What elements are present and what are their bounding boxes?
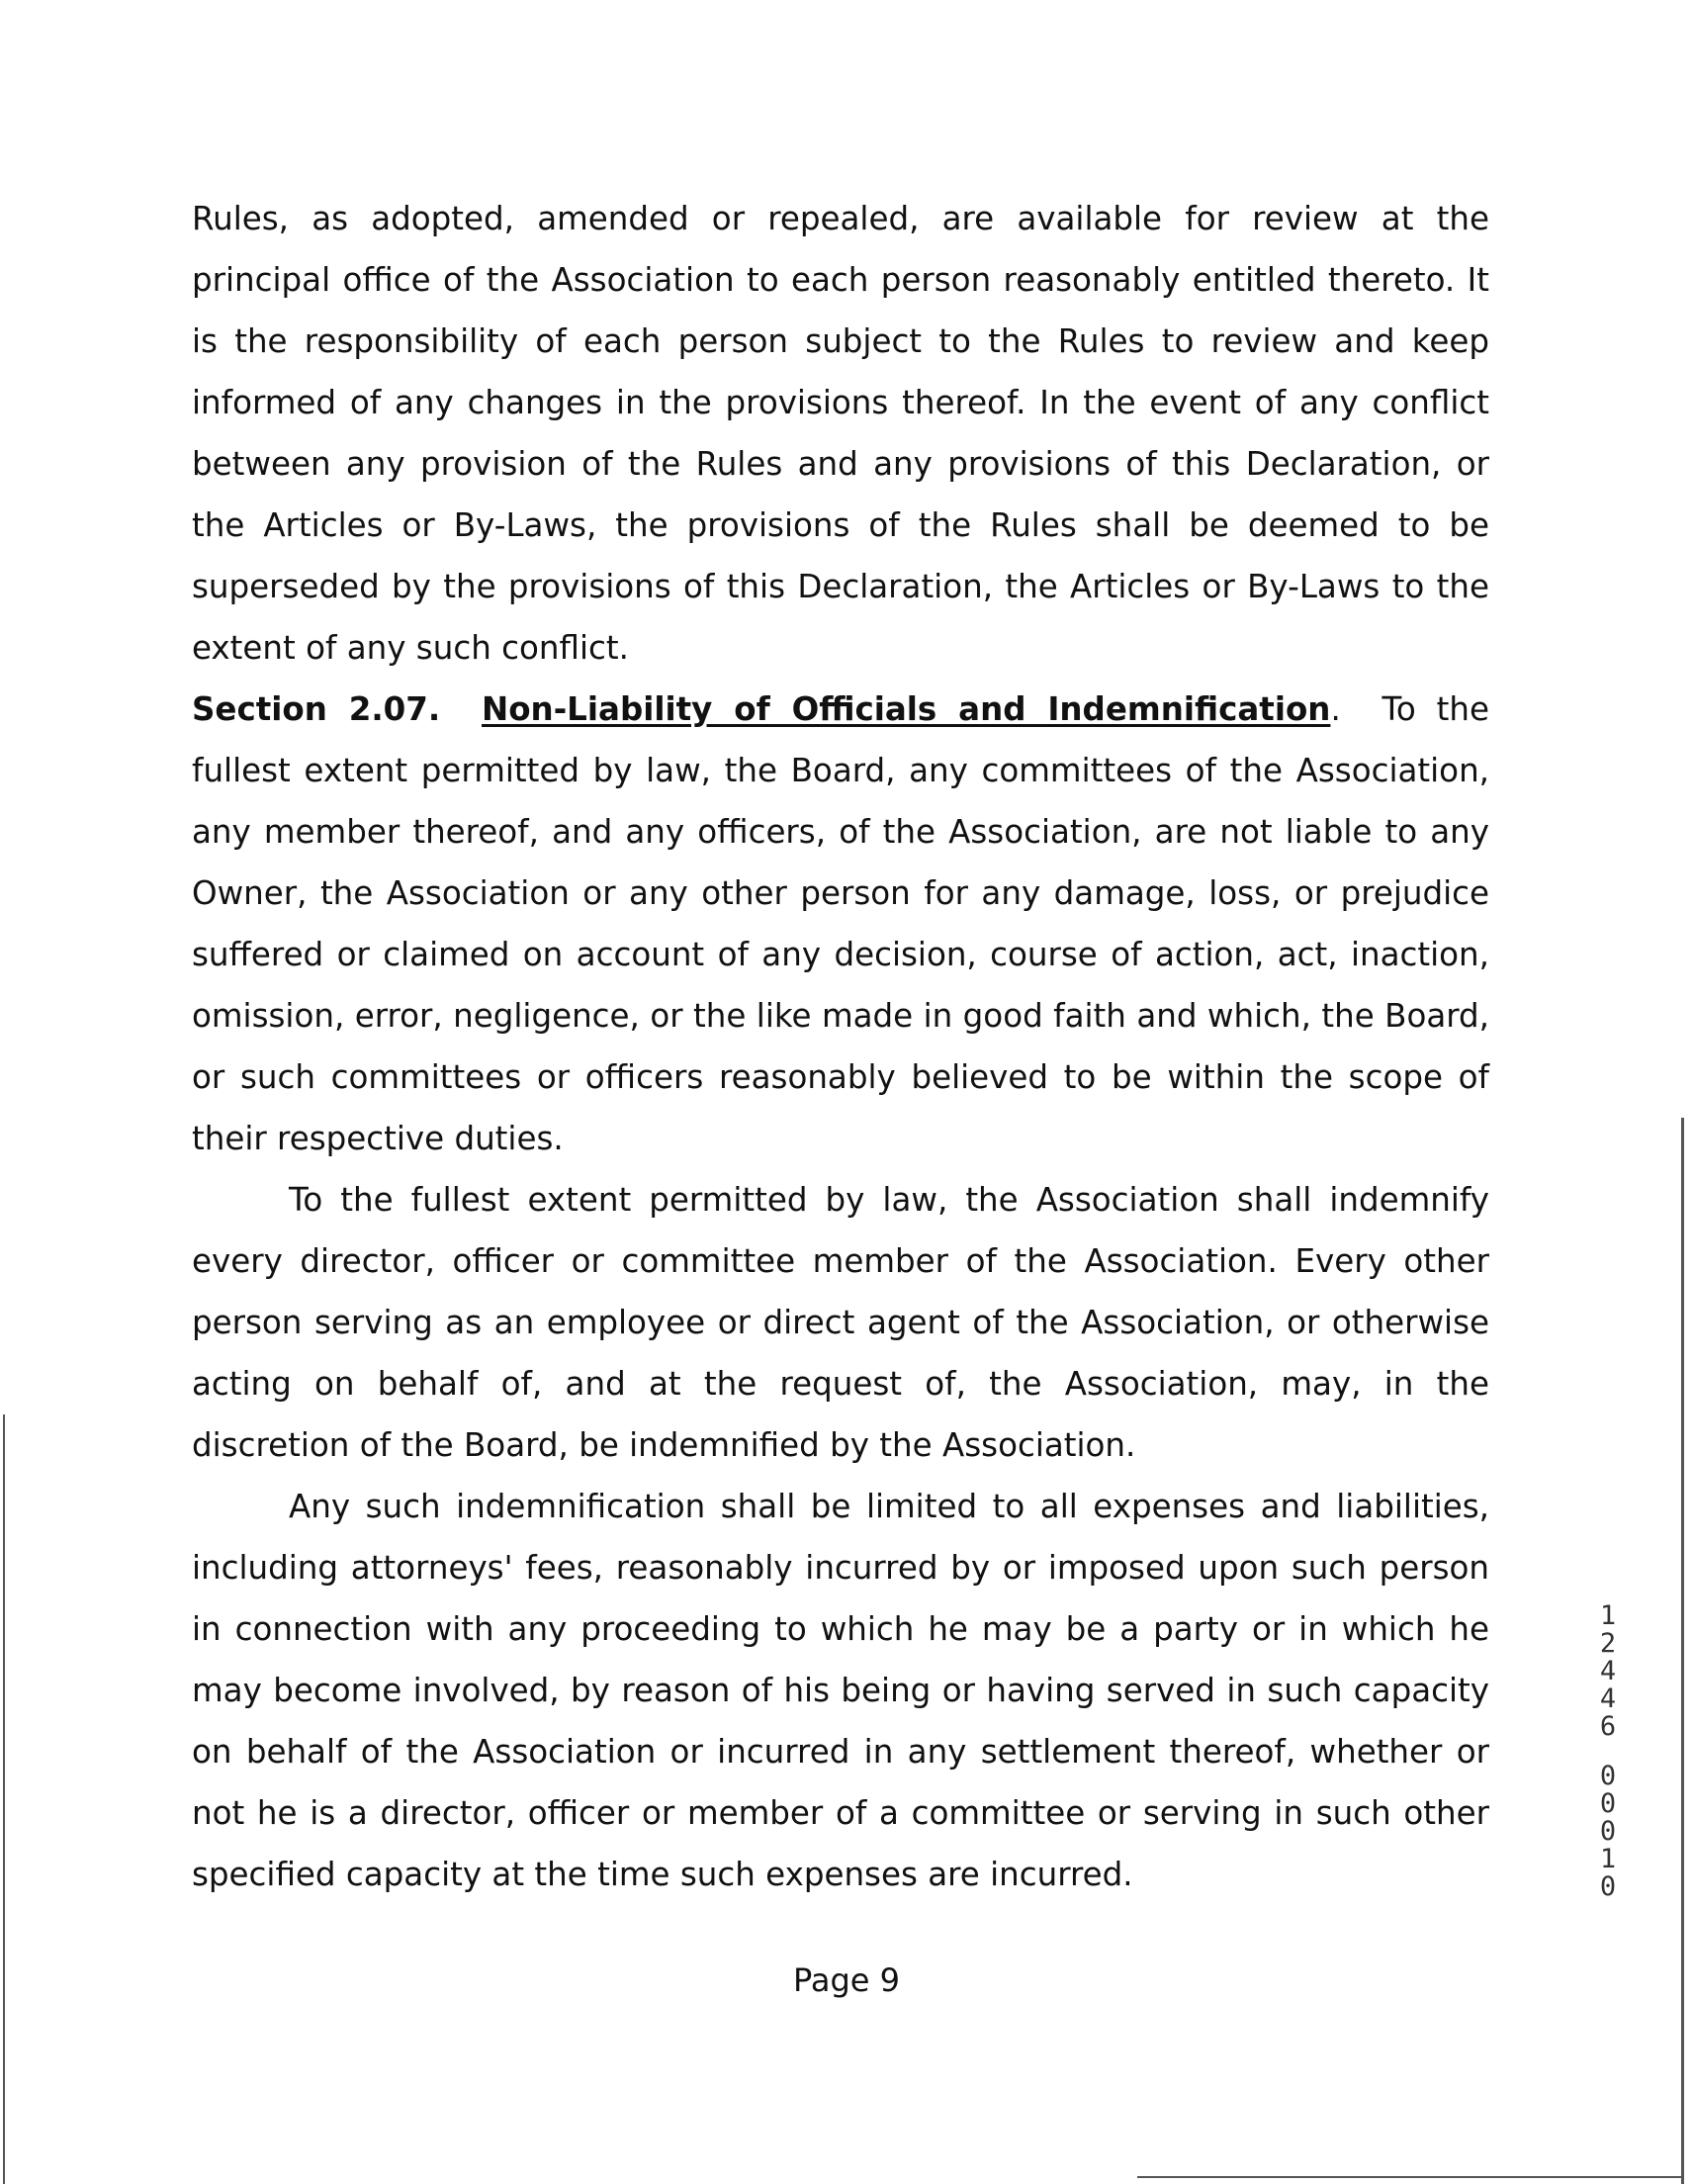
- recording-stamp: [1593, 1602, 1623, 1901]
- stamp-digit: 6: [1599, 1711, 1617, 1742]
- scan-edge-left: [3, 1414, 5, 2184]
- section-2-07-paragraph: [192, 679, 1489, 1169]
- scan-edge-bottom: [1137, 2176, 1683, 2178]
- stamp-digit: 4: [1599, 1656, 1617, 1686]
- stamp-digit: 0: [1599, 1788, 1617, 1819]
- section-title: Non-Liability of Officials and Indemnification: [482, 690, 1331, 728]
- stamp-digit: 4: [1599, 1684, 1617, 1714]
- section-number: Section 2.07.: [192, 690, 441, 728]
- scan-edge-right: [1681, 1118, 1684, 2184]
- page-number: Page 9: [793, 1961, 900, 1999]
- section-2-07-text: To the fullest extent permitted by law, the Board, any committees of the Association, any member thereof, and any officers, of the Association, are not liable to any Owner, the Association or any other person for any damage, loss, or prejudice suffered or claimed on account of any decision, course of action, act, inaction, omission, error, negligence, or the like made in good faith and which, the Board, or such committees or officers reasonably believed to be within the scope of their respective duties.: [192, 690, 1489, 1157]
- stamp-digit: 1: [1599, 1600, 1617, 1631]
- section-title-suffix: .: [1330, 690, 1341, 728]
- stamp-digit: 1: [1599, 1844, 1617, 1874]
- paragraph-indemnification-limits: Any such indemnification shall be limited to all expenses and liabilities, including attorneys' fees, reasonably incurred by or imposed upon such person in connection with any proceeding to which he may be a party or in which he may become involved, by reason of his being or having served in such capacity on behalf of the Association or incurred in any settlement thereof, whether or not he is a director, officer or member of a committee or serving in such other specified capacity at the time such expenses are incurred.: [192, 1488, 1489, 1893]
- document-body: [192, 188, 1489, 1905]
- paragraph-indemnify-directors: To the fullest extent permitted by law, the Association shall indemnify every director, officer or committee member of the Association. Every other person serving as an employee or direct agent of the Association, or otherwise acting on behalf of, and at the request of, the Association, may, in the discretion of the Board, be indemnified by the Association.: [192, 1181, 1489, 1464]
- stamp-digit: 0: [1599, 1816, 1617, 1847]
- stamp-gap: [1593, 1741, 1623, 1763]
- paragraph-rules-continuation: Rules, as adopted, amended or repealed, are available for review at the principal office of the Association to each person reasonably entitled thereto. It is the responsibility of each person subject to the Rules to review and keep informed of any changes in the provisions thereof. In the event of any conflict between any provision of the Rules and any provisions of this Declaration, or the Articles or By-Laws, the provisions of the Rules shall be deemed to be superseded by the provisions of this Declaration, the Articles or By-Laws to the extent of any such conflict.: [192, 200, 1489, 667]
- stamp-digit: 0: [1599, 1871, 1617, 1902]
- stamp-digit: 0: [1599, 1761, 1617, 1791]
- stamp-digit: 2: [1599, 1628, 1617, 1659]
